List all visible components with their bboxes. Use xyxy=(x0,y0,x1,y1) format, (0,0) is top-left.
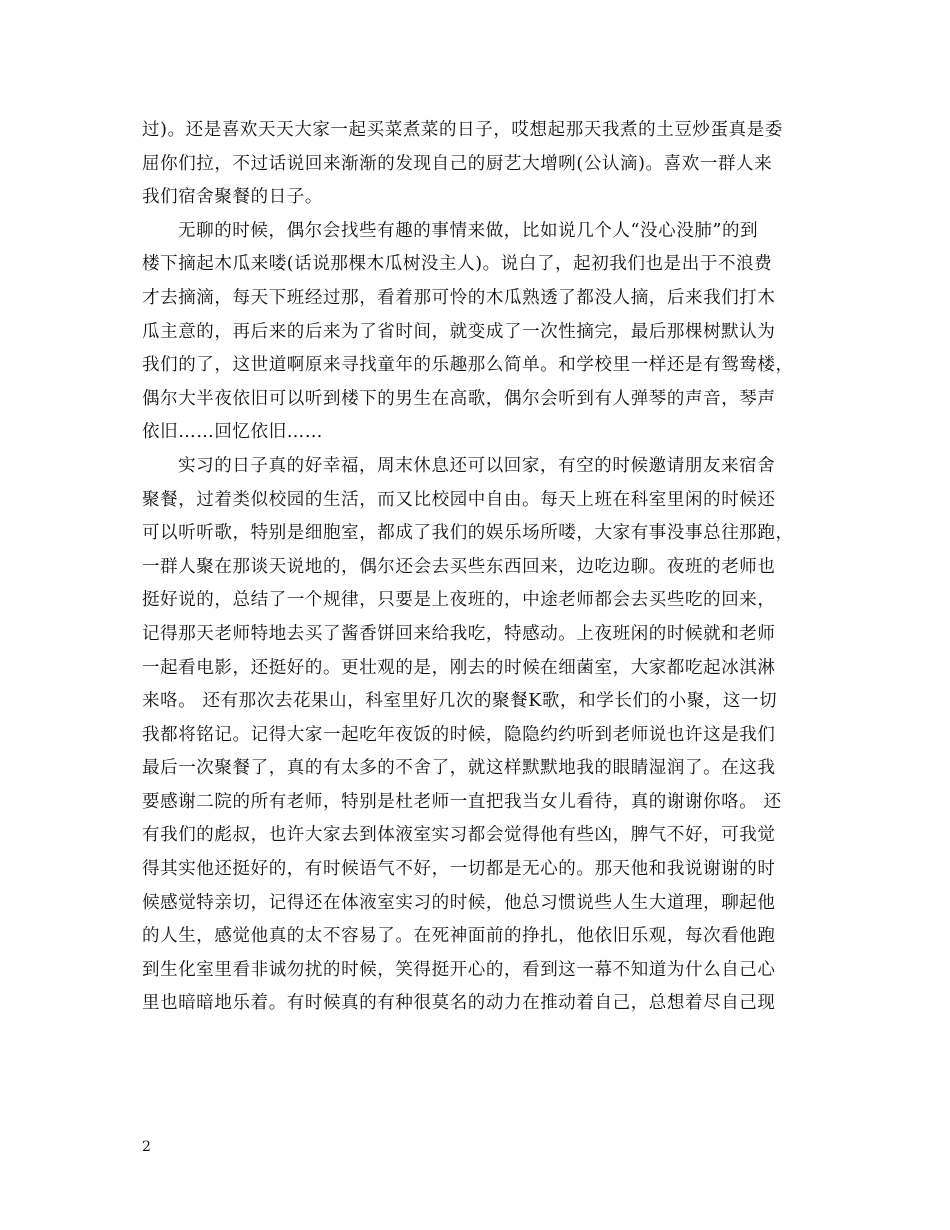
text-line: 偶尔大半夜依旧可以听到楼下的男生在高歌，偶尔会听到有人弹琴的声音，琴声 xyxy=(142,388,776,409)
text-line: 里也暗暗地乐着。有时候真的有种很莫名的动力在推动着自己，总想着尽自己现 xyxy=(142,993,776,1014)
text-line: 聚餐，过着类似校园的生活，而又比校园中自由。每天上班在科室里闲的时候还 xyxy=(142,489,776,510)
text-line: 的人生，感觉他真的太不容易了。在死神面前的挣扎，他依旧乐观，每次看他跑 xyxy=(142,926,776,947)
text-line: 来咯。 还有那次去花果山，科室里好几次的聚餐K歌，和学长们的小聚，这一切 xyxy=(142,691,778,712)
text-line: 过)。还是喜欢天天大家一起买菜煮菜的日子，哎想起那天我煮的土豆炒蛋真是委 xyxy=(142,120,783,140)
text-line: 要感谢二院的所有老师，特别是杜老师一直把我当女儿看待，真的谢谢你咯。 还 xyxy=(142,791,782,812)
text-line: 可以听听歌，特别是细胞室，都成了我们的娱乐场所喽，大家有事没事总往那跑， xyxy=(142,523,794,544)
text-line: 我们的了，这世道啊原来寻找童年的乐趣那么简单。和学校里一样还是有鸳鸯楼， xyxy=(142,355,794,376)
text-line: 才去摘滴，每天下班经过那，看着那可怜的木瓜熟透了都没人摘，后来我们打木 xyxy=(142,287,776,308)
text-line: 一群人聚在那谈天说地的，偶尔还会去买些东西回来，边吃边聊。夜班的老师也 xyxy=(142,556,776,577)
text-line: 最后一次聚餐了，真的有太多的不舍了，就这样默默地我的眼睛湿润了。在这我 xyxy=(142,758,776,779)
paragraph-start-line: 实习的日子真的好幸福，周末休息还可以回家，有空的时候邀请朋友来宿舍 xyxy=(178,455,776,476)
text-line: 楼下摘起木瓜来喽(话说那棵木瓜树没主人)。说白了，起初我们也是出于不浪费 xyxy=(142,254,773,275)
text-line: 到生化室里看非诚勿扰的时候，笑得挺开心的，看到这一幕不知道为什么自己心 xyxy=(142,959,776,980)
text-line: 一起看电影，还挺好的。更壮观的是，刚去的时候在细菌室，大家都吃起冰淇淋 xyxy=(142,657,776,678)
body-text xyxy=(142,114,810,1021)
text-line: 有我们的彪叔，也许大家去到体液室实习都会觉得他有些凶，脾气不好，可我觉 xyxy=(142,825,776,846)
paragraph-start-line: 无聊的时候，偶尔会找些有趣的事情来做，比如说几个人“没心没肺”的到 xyxy=(178,220,759,241)
text-line: 记得那天老师特地去买了酱香饼回来给我吃，特感动。上夜班闲的时候就和老师 xyxy=(142,623,776,644)
text-line: 屈你们拉，不过话说回来渐渐的发现自己的厨艺大增咧(公认滴)。喜欢一群人来 xyxy=(142,153,773,174)
text-line: 候感觉特亲切，记得还在体液室实习的时候，他总习惯说些人生大道理，聊起他 xyxy=(142,892,776,913)
text-line: 挺好说的，总结了一个规律，只要是上夜班的，中途老师都会去买些吃的回来， xyxy=(142,590,776,611)
page-number: 2 xyxy=(142,1139,151,1155)
text-line: 得其实他还挺好的，有时候语气不好，一切都是无心的。那天他和我说谢谢的时 xyxy=(142,859,776,880)
text-line: 瓜主意的，再后来的后来为了省时间，就变成了一次性摘完，最后那棵树默认为 xyxy=(142,321,776,342)
text-line: 依旧……回忆依旧…… xyxy=(142,422,323,443)
text-line: 我们宿舍聚餐的日子。 xyxy=(142,187,323,208)
text-line: 我都将铭记。记得大家一起吃年夜饭的时候，隐隐约约听到老师说也许这是我们 xyxy=(142,724,776,745)
